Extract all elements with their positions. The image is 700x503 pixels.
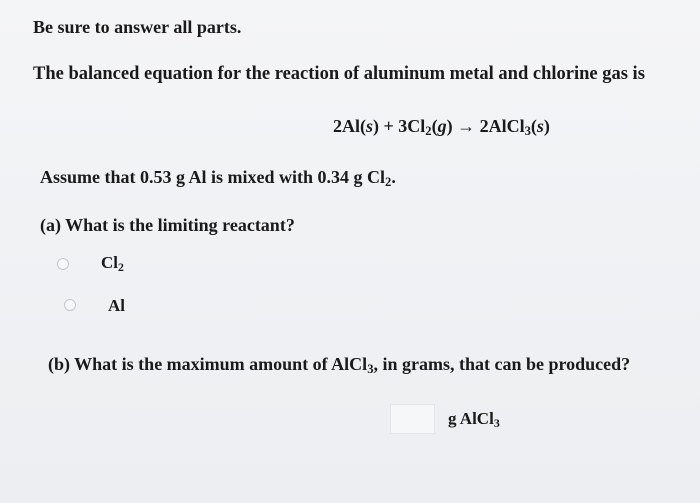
option-cl2-radio[interactable] (57, 258, 69, 270)
mass-answer-input[interactable] (390, 404, 435, 434)
radio-circle-icon[interactable] (64, 299, 76, 311)
part-b-question: (b) What is the maximum amount of AlCl$_3$, in grams, that can be produced? (48, 354, 631, 377)
part-a-question: (a) What is the limiting reactant? (40, 215, 295, 235)
instructions-text: Be sure to answer all parts. (33, 17, 242, 37)
option-cl2-label[interactable]: $Cl_2$ (101, 253, 124, 274)
radio-circle-icon[interactable] (57, 258, 69, 270)
option-al-radio[interactable] (64, 299, 76, 311)
option-al-label[interactable]: Al (108, 296, 125, 315)
assumption-text: Assume that 0.53 g Al is mixed with 0.34 g $Cl_2$. (40, 167, 396, 190)
balanced-equation: $2Al(s) + 3Cl_2(g)$ → 2AlCl$_3$(s) (333, 116, 550, 139)
answer-unit-label: g AlCl$_3$ (448, 409, 500, 430)
question-prompt: The balanced equation for the reaction of aluminum metal and chlorine gas is (33, 64, 645, 84)
